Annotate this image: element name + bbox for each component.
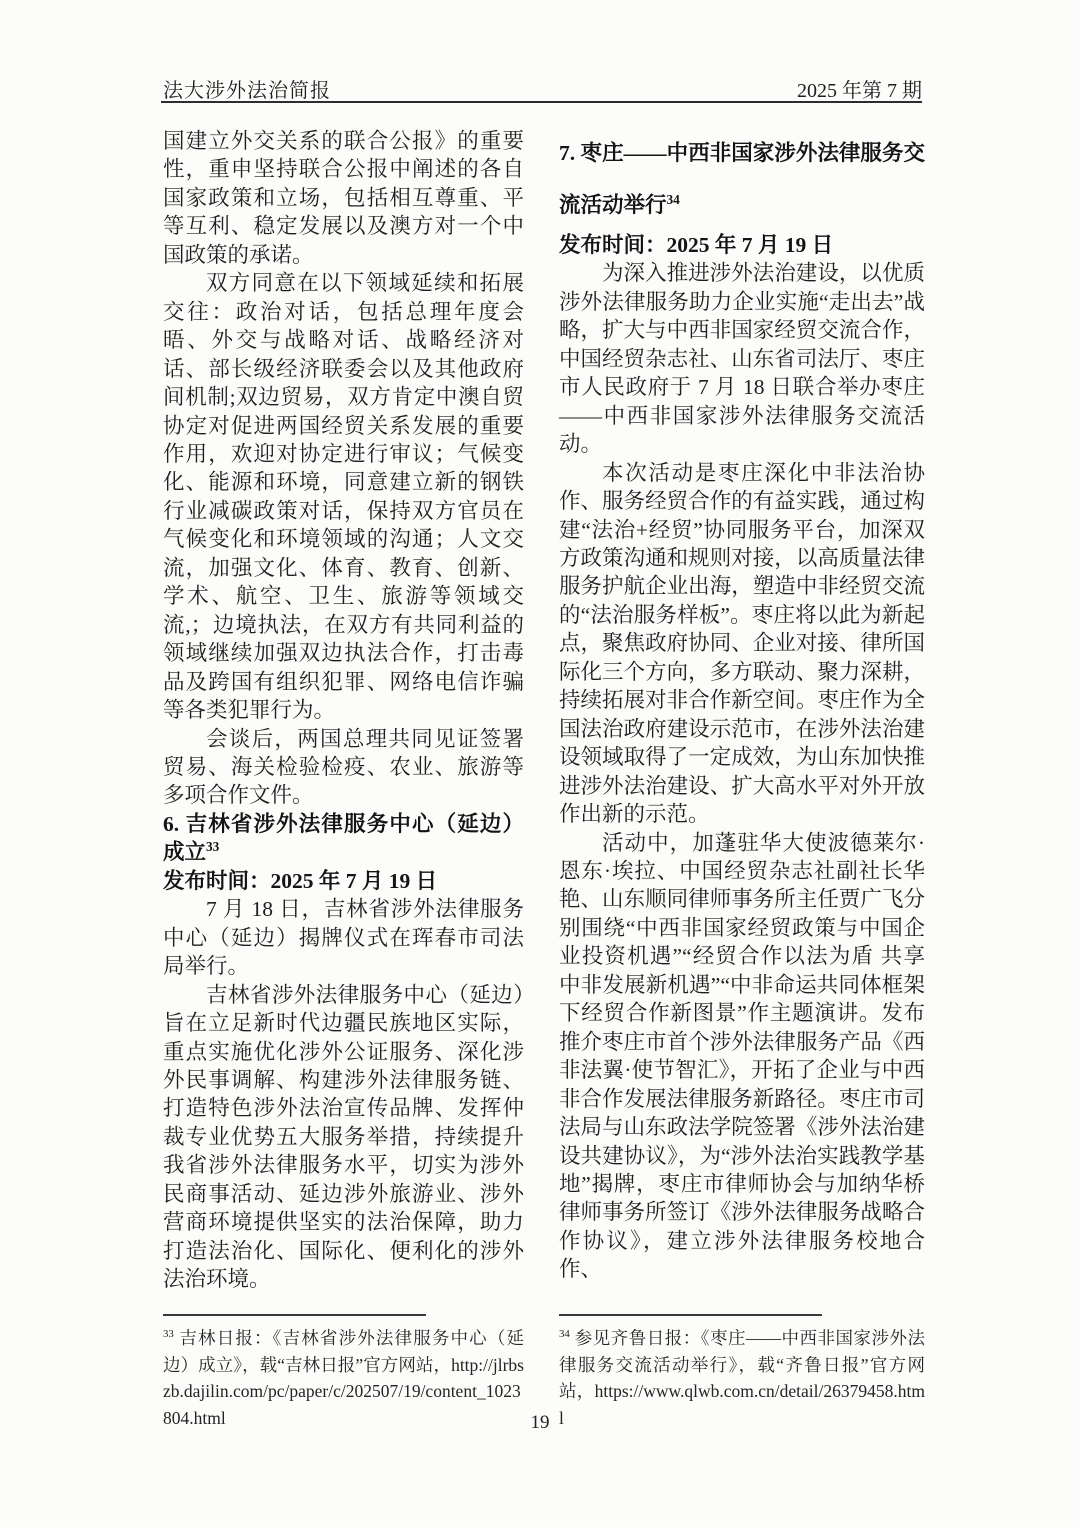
section-6-paragraph-1: 7 月 18 日，吉林省涉外法律服务中心（延边）揭牌仪式在珲春市司法局举行。 (163, 897, 524, 979)
section-7-paragraph-2: 本次活动是枣庄深化中非法治协作、服务经贸合作的有益实践，通过构建“法治+经贸”协同服务平台，加深双方政策沟通和规则对接，以高质量法律服务护航企业出海，塑造中非经贸交流的“法治服务样板”。枣庄将以此为新起点，聚焦政府协同、企业对接、律所国际化三个方向，多方联动、聚力深耕，持续拓展对非合作新空间。枣庄作为全国法治政府建设示范市，在涉外法治建设领域取得了一定成效，为山东加快推进涉外法治建设、扩大高水平对外开放作出新的示范。 (559, 460, 925, 827)
section-6-publish-date: 发布时间：2025 年 7 月 19 日 (163, 868, 438, 893)
footnote-separator (559, 1314, 822, 1316)
section-6-heading (163, 810, 524, 867)
section-7-paragraph-3: 活动中，加蓬驻华大使波德莱尔·恩东·埃拉、中国经贸杂志社副社长华艳、山东顺同律师事务所主任贾广飞分别围绕“中西非国家经贸政策与中国企业投资机遇”“经贸合作以法为盾 共享中非发展新机遇”“中非命运共同体框架下经贸合作新图景”作主题演讲。发布推介枣庄市首个涉外法律服务产品《西非法翼·使节智汇》，开拓了企业与中西非合作发展法律服务新路径。枣庄市司法局与山东政法学院签署《涉外法治建设共建协议》，为“涉外法治实践教学基地”揭牌，枣庄市律师协会与加纳华桥律师事务所签订《涉外法律服务战略合作协议》，建立涉外法律服务校地合作、 (559, 830, 925, 1282)
paragraph-cooperation-areas: 双方同意在以下领域延续和拓展交往：政治对话，包括总理年度会晤、外交与战略对话、战略经济对话、部长级经济联委会以及其他政府间机制;双边贸易，双方肯定中澳自贸协定对促进两国经贸关系发展的重要作用，欢迎对协定进行审议；气候变化、能源和环境，同意建立新的钢铁行业减碳政策对话，保持双方官员在气候变化和环境领域的沟通；人文交流，加强文化、体育、教育、创新、学术、航空、卫生、旅游等领域交流,；边境执法，在双方有共同利益的领域继续加强双边执法合作，打击毒品及跨国有组织犯罪、网络电信诈骗等各类犯罪行为。 (163, 271, 524, 723)
footnote-33-text: 吉林日报：《吉林省涉外法律服务中心（延边）成立》，载“吉林日报”官方网站，http://jlrbszb.dajilin.com/pc/paper/c/202507/19/content_1023804.html (163, 1328, 524, 1428)
left-column (163, 127, 524, 1294)
right-column (559, 127, 925, 1284)
section-6-heading-text: 6. 吉林省涉外法律服务中心（延边）成立 (163, 811, 524, 865)
section-7-publish-date: 发布时间：2025 年 7 月 19 日 (559, 233, 834, 257)
header-rule (161, 101, 922, 103)
section-6-paragraph-2: 吉林省涉外法律服务中心（延边）旨在立足新时代边疆民族地区实际，重点实施优化涉外公证服务、深化涉外民事调解、构建涉外法律服务链、打造特色涉外法治宣传品牌、发挥仲裁专业优势五大服务举措，持续提升我省涉外法律服务水平，切实为涉外民商事活动、延边涉外旅游业、涉外营商环境提供坚实的法治保障，助力打造法治化、国际化、便利化的涉外法治环境。 (163, 982, 524, 1292)
paragraph-signing: 会谈后，两国总理共同见证签署贸易、海关检验检疫、农业、旅游等多项合作文件。 (163, 726, 524, 808)
footnote-34-text: 参见齐鲁日报：《枣庄——中西非国家涉外法律服务交流活动举行》，载“齐鲁日报”官方网站，https://www.qlwb.com.cn/detail/26379458.html (559, 1328, 925, 1428)
footnote-33-marker: 33 (163, 1328, 174, 1341)
issue-number: 2025 年第 7 期 (797, 80, 922, 102)
newsletter-title: 法大涉外法治简报 (163, 80, 331, 102)
section-7-heading-text: 7. 枣庄——中西非国家涉外法律服务交流活动举行 (559, 141, 925, 217)
paragraph-continuation: 国建立外交关系的联合公报》的重要性，重申坚持联合公报中阐述的各自国家政策和立场，包括相互尊重、平等互利、稳定发展以及澳方对一个中国政策的承诺。 (163, 129, 524, 267)
footnote-ref-33: 33 (206, 839, 220, 855)
footnote-34-marker: 34 (559, 1328, 570, 1341)
footnote-separator (163, 1314, 426, 1316)
section-7-paragraph-1: 为深入推进涉外法治建设，以优质涉外法律服务助力企业实施“走出去”战略，扩大与中西非国家经贸交流合作，中国经贸杂志社、山东省司法厅、枣庄市人民政府于 7 月 18 日联合举办枣庄——中西非国家涉外法律服务交流活动。 (559, 261, 925, 457)
footnote-ref-34: 34 (666, 191, 680, 207)
page-number: 19 (530, 1412, 550, 1433)
section-7-heading (559, 127, 925, 231)
